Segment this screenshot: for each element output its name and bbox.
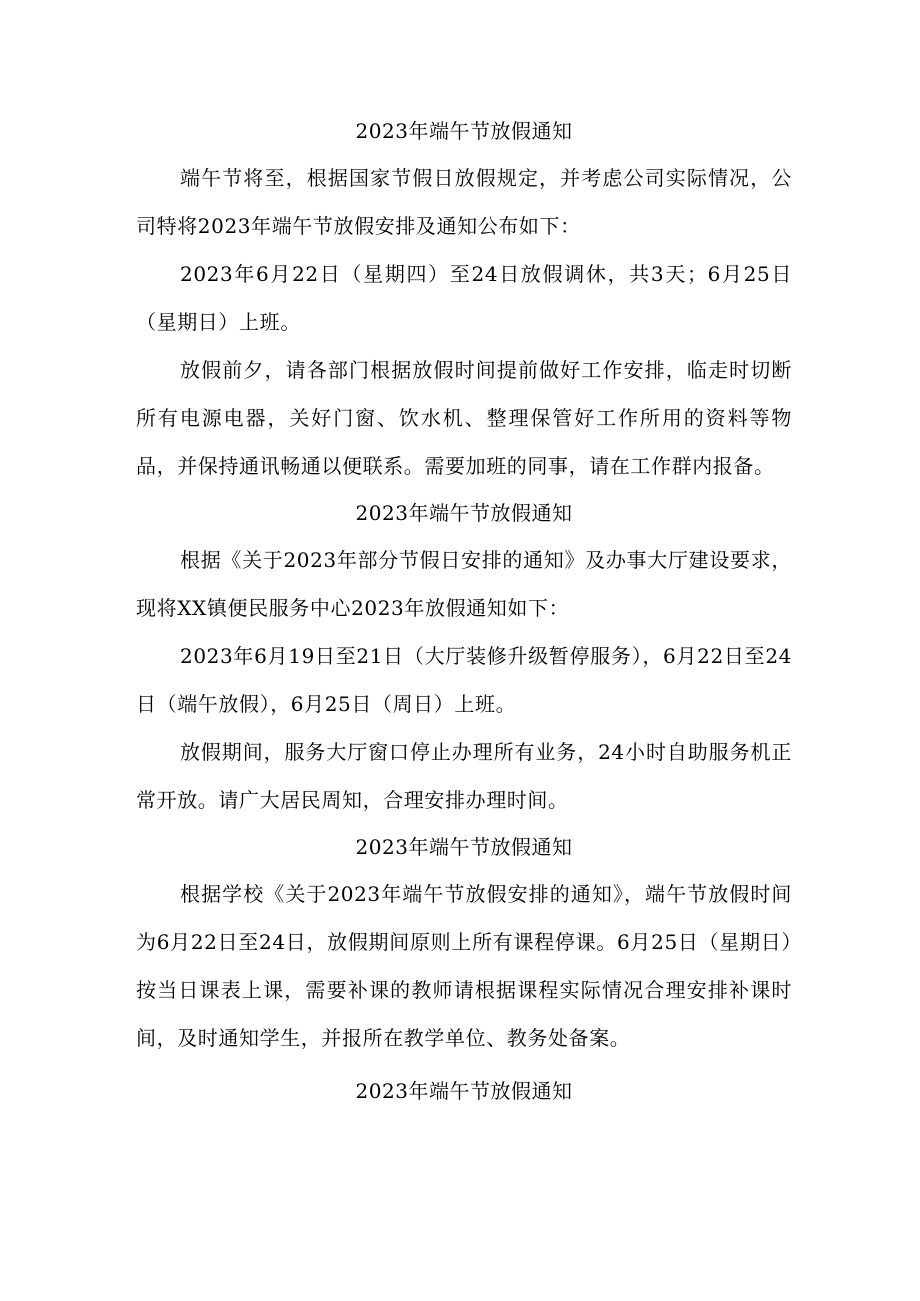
- notice-school: [136, 824, 792, 1062]
- notice-paragraph: 根据学校《关于2023年端午节放假安排的通知》，端午节放假时间为6月22日至24日，放假期间原则上所有课程停课。6月25日（星期日）按当日课表上课，需要补课的教师请根据课程实际情况合理安排补课时间，及时通知学生，并报所在教学单位、教务处备案。: [136, 882, 792, 1050]
- notice-title: 2023年端午节放假通知: [355, 835, 573, 859]
- notice-title: 2023年端午节放假通知: [355, 1079, 573, 1103]
- notice-paragraph: 放假期间，服务大厅窗口停止办理所有业务，24小时自助服务机正常开放。请广大居民周知，合理安排办理时间。: [136, 740, 792, 812]
- notice-company: [136, 108, 792, 490]
- notice-paragraph: 根据《关于2023年部分节假日安排的通知》及办事大厅建设要求，现将XX镇便民服务中心2023年放假通知如下：: [136, 548, 792, 620]
- notice-title: 2023年端午节放假通知: [355, 119, 573, 143]
- notice-fourth: [136, 1068, 792, 1114]
- notice-service-center: [136, 490, 792, 824]
- notice-paragraph: 2023年6月22日（星期四）至24日放假调休，共3天；6月25日（星期日）上班。: [136, 262, 792, 334]
- notice-paragraph: 放假前夕，请各部门根据放假时间提前做好工作安排，临走时切断所有电源电器，关好门窗、饮水机、整理保管好工作所用的资料等物品，并保持通讯畅通以便联系。需要加班的同事，请在工作群内报备。: [136, 358, 792, 478]
- notice-title: 2023年端午节放假通知: [355, 501, 573, 525]
- document-body: [136, 108, 792, 1114]
- notice-paragraph: 2023年6月19日至21日（大厅装修升级暂停服务），6月22日至24日（端午放假），6月25日（周日）上班。: [136, 644, 792, 716]
- notice-paragraph: 端午节将至，根据国家节假日放假规定，并考虑公司实际情况，公司特将2023年端午节放假安排及通知公布如下：: [136, 166, 792, 238]
